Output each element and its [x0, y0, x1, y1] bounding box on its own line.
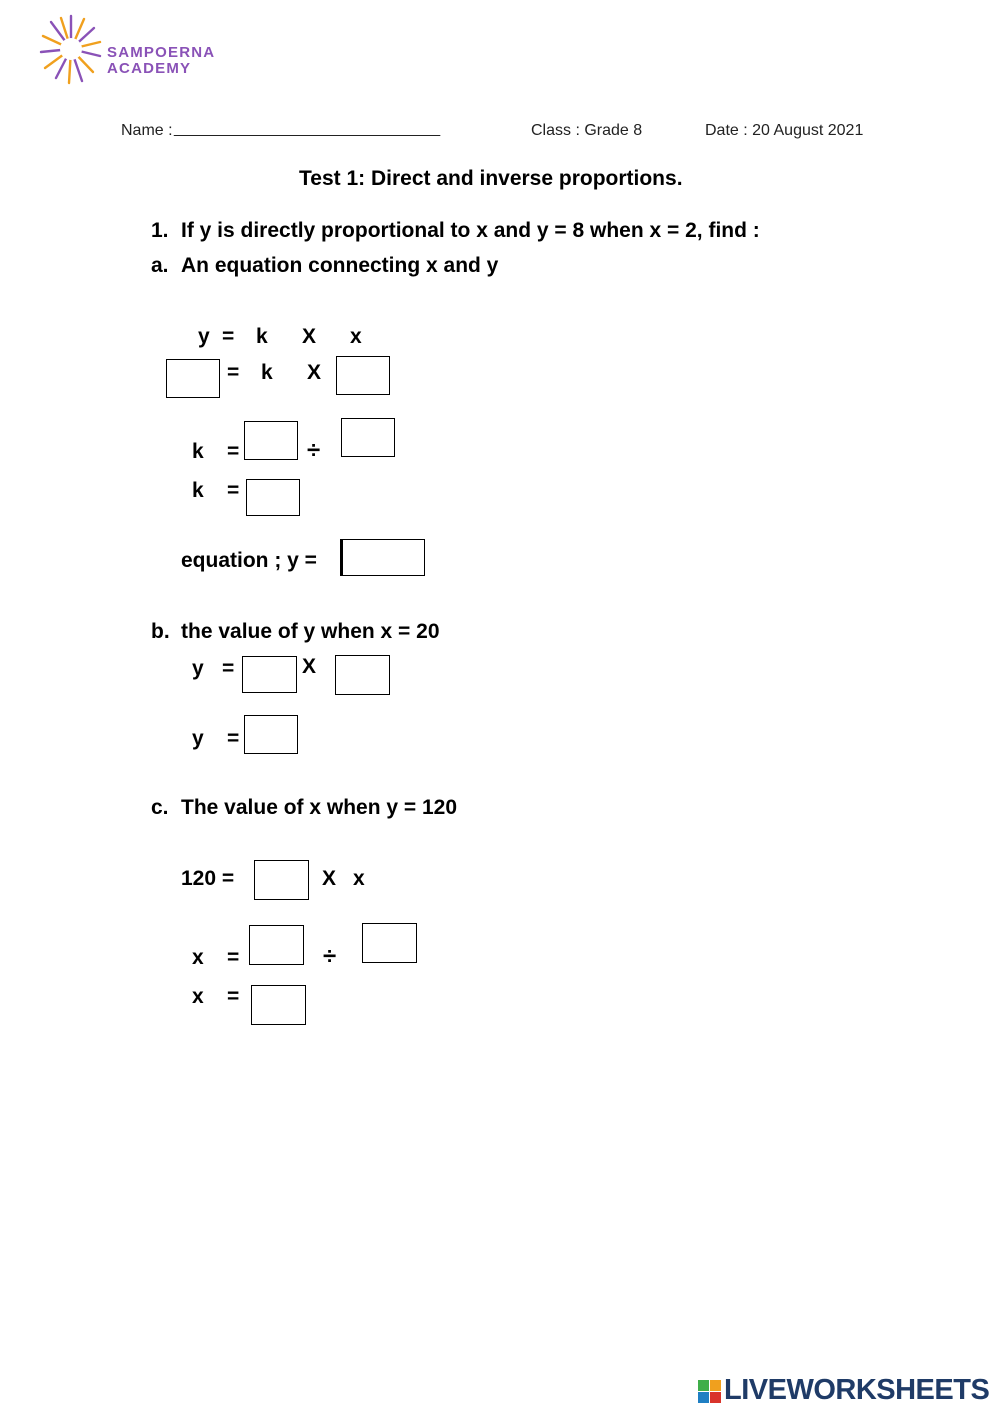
- b-line2-y: y: [192, 727, 204, 750]
- k-line2-equals: =: [227, 479, 240, 502]
- c-line3-equals: =: [227, 985, 240, 1008]
- answer-box-c-denominator[interactable]: [362, 923, 417, 963]
- c-line1-times: X: [322, 867, 337, 890]
- answer-box-equation[interactable]: [340, 539, 425, 576]
- c-line2-equals: =: [227, 946, 240, 969]
- eq2-equals: =: [227, 361, 240, 384]
- logo-line-1: SAMPOERNA: [107, 44, 216, 61]
- part-c-text: The value of x when y = 120: [181, 796, 458, 819]
- k-line1-equals: =: [227, 440, 240, 463]
- b-line1-y: y: [192, 657, 204, 680]
- eq1-k: k: [256, 325, 268, 348]
- date-label: Date : 20 August 2021: [705, 122, 864, 139]
- equation-label: equation ; y =: [181, 549, 317, 572]
- k-line2-k: k: [192, 479, 204, 502]
- b-line1-equals: =: [222, 657, 235, 680]
- answer-box-k-numerator[interactable]: [244, 421, 298, 460]
- logo-text: [107, 45, 215, 77]
- liveworksheets-brand: LIVEWORKSHEETS: [724, 1374, 990, 1406]
- answer-box-x-value[interactable]: [336, 356, 390, 395]
- logo-line-2: ACADEMY: [107, 60, 192, 77]
- question-text: If y is directly proportional to x and y = 8 when x = 2, find :: [181, 219, 760, 242]
- part-b-text: the value of y when x = 20: [181, 620, 440, 643]
- page-title: Test 1: Direct and inverse proportions.: [299, 167, 683, 190]
- c-line3-x: x: [192, 985, 204, 1008]
- b-line1-times: X: [302, 655, 317, 678]
- answer-box-c-k[interactable]: [254, 860, 309, 900]
- answer-box-k-result[interactable]: [246, 479, 300, 516]
- k-line1-k: k: [192, 440, 204, 463]
- eq1-equals: =: [222, 325, 235, 348]
- part-a-marker: a.: [151, 254, 169, 277]
- name-label: Name :: [121, 122, 173, 139]
- eq2-times: X: [307, 361, 322, 384]
- answer-box-b-k[interactable]: [242, 656, 297, 693]
- c-divide-sign: ÷: [323, 943, 337, 970]
- divide-sign: ÷: [307, 437, 321, 464]
- part-b-marker: b.: [151, 620, 170, 643]
- b-line2-equals: =: [227, 727, 240, 750]
- part-a-text: An equation connecting x and y: [181, 254, 499, 277]
- eq1-times: X: [302, 325, 317, 348]
- eq2-k: k: [261, 361, 273, 384]
- answer-box-c-numerator[interactable]: [249, 925, 304, 965]
- liveworksheets-logo-icon: [698, 1380, 722, 1404]
- answer-box-b-x[interactable]: [335, 655, 390, 695]
- c-line2-x: x: [192, 946, 204, 969]
- eq1-x: x: [350, 325, 362, 348]
- name-blank[interactable]: ________________________________: [174, 120, 440, 137]
- c-line1-x: x: [353, 867, 365, 890]
- c-line1-120: 120 =: [181, 867, 235, 890]
- question-number: 1.: [151, 219, 169, 242]
- part-c-marker: c.: [151, 796, 169, 819]
- sunburst-icon: [38, 12, 104, 86]
- answer-box-c-result[interactable]: [251, 985, 306, 1025]
- answer-box-k-denominator[interactable]: [341, 418, 395, 457]
- answer-box-b-result[interactable]: [244, 715, 298, 754]
- eq1-y: y: [198, 325, 210, 348]
- answer-box-y-value[interactable]: [166, 359, 220, 398]
- class-label: Class : Grade 8: [531, 122, 643, 139]
